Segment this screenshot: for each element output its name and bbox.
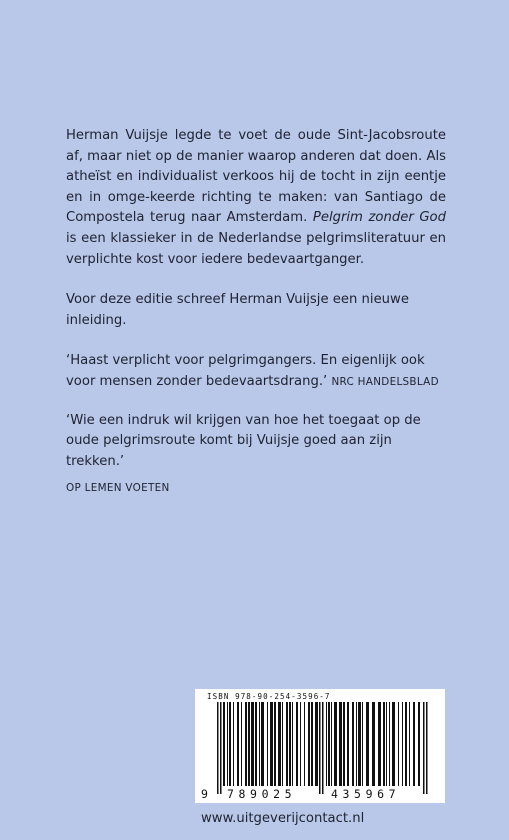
barcode-bar xyxy=(300,702,301,786)
barcode-bar xyxy=(339,702,342,786)
barcode-bar xyxy=(372,702,375,786)
review-source: OP LEMEN VOETEN xyxy=(66,482,170,495)
barcode-bar xyxy=(331,702,332,786)
barcode-bar xyxy=(292,702,293,786)
barcode-bar xyxy=(322,702,324,794)
barcode-bar xyxy=(237,702,239,786)
blurb-text-1b: is een klassieker in de Nederlandse pelgrimsliteratuur en verplichte kost voor iedere bedevaartganger. xyxy=(66,230,446,267)
barcode-bar xyxy=(383,702,385,786)
barcode-bar xyxy=(423,702,425,794)
barcode-bar xyxy=(227,702,228,786)
barcode-bar xyxy=(233,702,234,786)
barcode-bar xyxy=(413,702,415,786)
barcode-bar xyxy=(267,702,268,786)
barcode-bar xyxy=(270,702,273,786)
barcode-bar xyxy=(386,702,387,786)
review-source: NRC HANDELSBLAD xyxy=(331,375,439,388)
barcode-bar xyxy=(278,702,281,786)
barcode-bar xyxy=(274,702,276,786)
barcode-bar xyxy=(282,702,283,786)
barcode-bar xyxy=(261,702,264,786)
barcode-bar xyxy=(358,702,361,786)
barcode-bar xyxy=(304,702,305,786)
barcode-bar xyxy=(245,702,247,786)
barcode-digit-group-1: 789025 xyxy=(227,787,297,801)
barcode-bar xyxy=(418,702,420,786)
barcode-digits xyxy=(195,787,445,803)
barcode-bar xyxy=(362,702,363,786)
barcode-lead-digit: 9 xyxy=(201,787,208,801)
blurb-paragraph-1 xyxy=(66,126,446,270)
review-quote-1 xyxy=(66,351,446,392)
barcode-bar xyxy=(308,702,310,786)
blurb-text-1a: Herman Vuijsje legde te voet de oude Sint-Jacobsroute af, maar niet op de manier waarop anderen dat doen. Als atheïst en individualist verkoos hij de tocht in zijn eentje en in omge-keerde richting te maken: van Santiago de Compostela terug naar Amsterdam. xyxy=(66,128,446,226)
barcode-bar xyxy=(223,702,225,786)
blurb-text xyxy=(66,126,446,499)
barcode-bar xyxy=(296,702,298,786)
barcode-bar xyxy=(343,702,345,786)
barcode-bar xyxy=(398,702,399,786)
barcode-bar xyxy=(366,702,369,786)
barcode-bar xyxy=(409,702,410,786)
barcode-bar xyxy=(259,702,260,786)
barcode-bar xyxy=(405,702,407,786)
barcode-bar xyxy=(286,702,288,786)
blurb-paragraph-2: Voor deze editie schreef Herman Vuijsje een nieuwe inleiding. xyxy=(66,292,409,328)
barcode-bar xyxy=(352,702,354,786)
barcode-bar xyxy=(389,702,390,786)
barcode-bar xyxy=(311,702,313,786)
barcode-bar xyxy=(220,702,222,794)
review-quote-text: ‘Wie een indruk wil krijgen van hoe het toegaat op de oude pelgrimsroute komt bij Vuijsje goed aan zijn trekken.’ xyxy=(66,412,421,469)
review-quote-text: ‘Haast verplicht voor pelgrimgangers. En eigenlijk ook voor mensen zonder bedevaartsdrang.’ xyxy=(66,353,425,389)
barcode-bar xyxy=(392,702,395,786)
barcode-bar xyxy=(289,702,291,786)
barcode-bar xyxy=(334,702,337,786)
barcode-bar xyxy=(241,702,242,786)
barcode-bars xyxy=(195,689,445,803)
barcode-bar xyxy=(328,702,330,786)
review-quote-2 xyxy=(66,411,446,473)
isbn-label: ISBN 978-90-254-3596-7 xyxy=(207,692,331,701)
barcode-bar xyxy=(426,702,428,794)
barcode-bar xyxy=(356,702,357,786)
barcode-bar xyxy=(326,702,327,786)
barcode-digit-group-2: 435967 xyxy=(331,787,401,801)
book-title-italic: Pelgrim zonder God xyxy=(312,210,446,226)
barcode-bar xyxy=(378,702,381,786)
barcode-bar xyxy=(402,702,403,786)
barcode-panel xyxy=(195,689,445,803)
barcode-bar xyxy=(251,702,254,786)
barcode-bar xyxy=(248,702,250,786)
barcode-bar xyxy=(315,702,318,786)
publisher-website: www.uitgeverijcontact.nl xyxy=(201,811,365,826)
barcode-bar xyxy=(347,702,349,786)
barcode-bar xyxy=(217,702,219,794)
barcode-bar xyxy=(319,702,321,794)
barcode-bar xyxy=(255,702,257,786)
barcode-bar xyxy=(229,702,231,786)
